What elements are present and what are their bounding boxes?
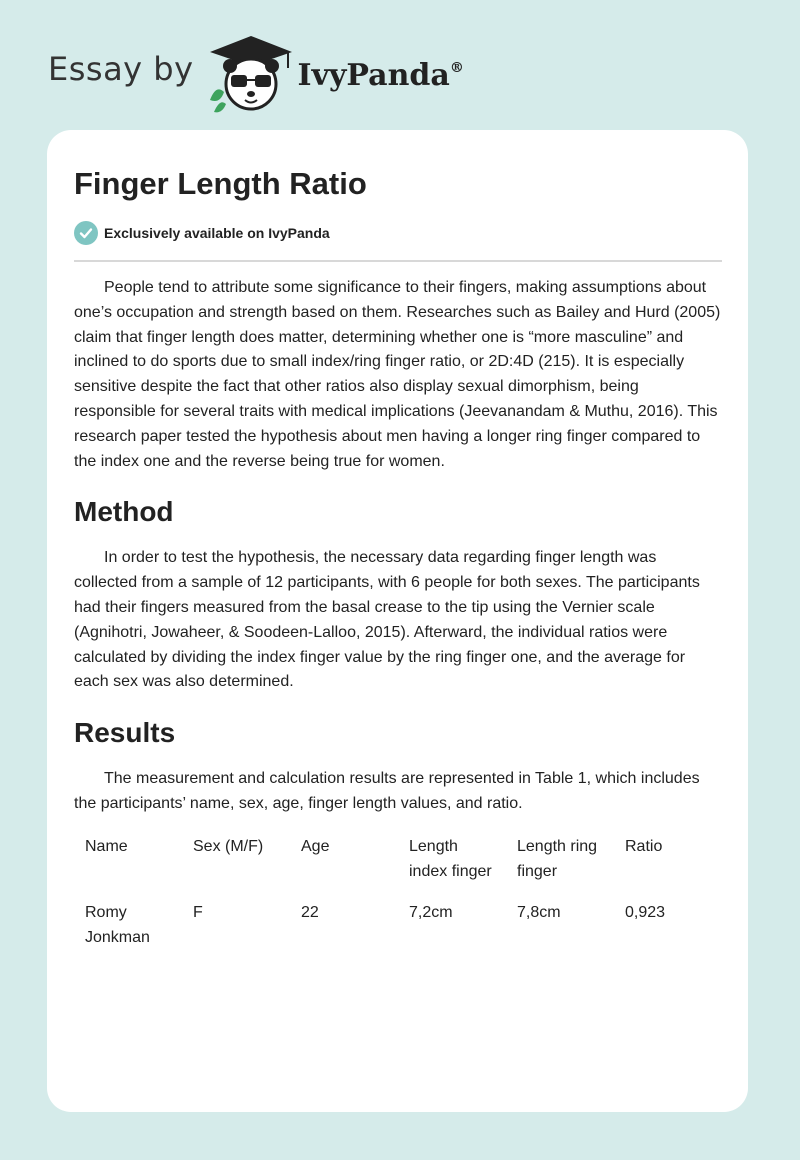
article-card	[47, 130, 748, 1112]
article-title: Finger Length Ratio	[74, 166, 367, 201]
table-cell: Romy Jonkman	[85, 903, 150, 946]
method-heading: Method	[74, 496, 174, 528]
table-row	[74, 900, 722, 966]
table-header-cell: Length index finger	[409, 837, 492, 880]
table-cell: 7,2cm	[409, 903, 453, 921]
table-header-cell: Length ring finger	[517, 837, 598, 880]
table-cell: F	[193, 903, 203, 921]
results-table	[74, 834, 722, 966]
table-cell: 0,923	[625, 903, 666, 921]
panda-mascot-icon	[208, 34, 294, 114]
check-icon	[74, 221, 98, 245]
method-paragraph: In order to test the hypothesis, the necessary data regarding finger length was collected from a sample of 12 participants, with 6 people for both sexes. The participants had their fingers measured from the basal crease to the tip using the Vernier scale (Agnihotri, Jowaheer, & Soodeen-Lalloo, 2015). Afterward, the individual ratios were calculated by dividing the index finger value by the ring finger one, and the average for each sex was also determined.	[74, 549, 700, 691]
table-cell: 7,8cm	[517, 903, 561, 921]
badge-text: Exclusively available on IvyPanda	[104, 225, 330, 241]
table-header-cell: Sex (M/F)	[193, 837, 264, 855]
results-heading: Results	[74, 717, 176, 749]
brand-prefix: Essay by	[48, 50, 194, 88]
table-cell: 22	[301, 903, 319, 921]
table-header-cell: Age	[301, 837, 330, 855]
table-header-row	[74, 834, 722, 900]
table-header-cell: Name	[85, 837, 128, 855]
intro-paragraph: People tend to attribute some significance to their fingers, making assumptions about one’s occupation and strength based on them. Researches such as Bailey and Hurd (2005) claim that finger length does matter, determining whether one is “more masculine” and inclined to do sports due to small index/ring finger ratio, or 2D:4D (215). It is especially sensitive despite the fact that other ratios also display sexual dimorphism, being responsible for several traits with medical implications (Jeevanandam & Muthu, 2016). This research paper tested the hypothesis about men having a longer ring finger compared to the index one and the reverse being true for women.	[74, 279, 721, 470]
brand-logo[interactable]	[48, 34, 464, 114]
exclusive-badge	[74, 221, 722, 262]
table-header-cell: Ratio	[625, 837, 663, 855]
results-paragraph: The measurement and calculation results are represented in Table 1, which includes the participants’ name, sex, age, finger length values, and ratio.	[74, 770, 700, 812]
brand-name: IvyPanda®	[297, 57, 464, 93]
